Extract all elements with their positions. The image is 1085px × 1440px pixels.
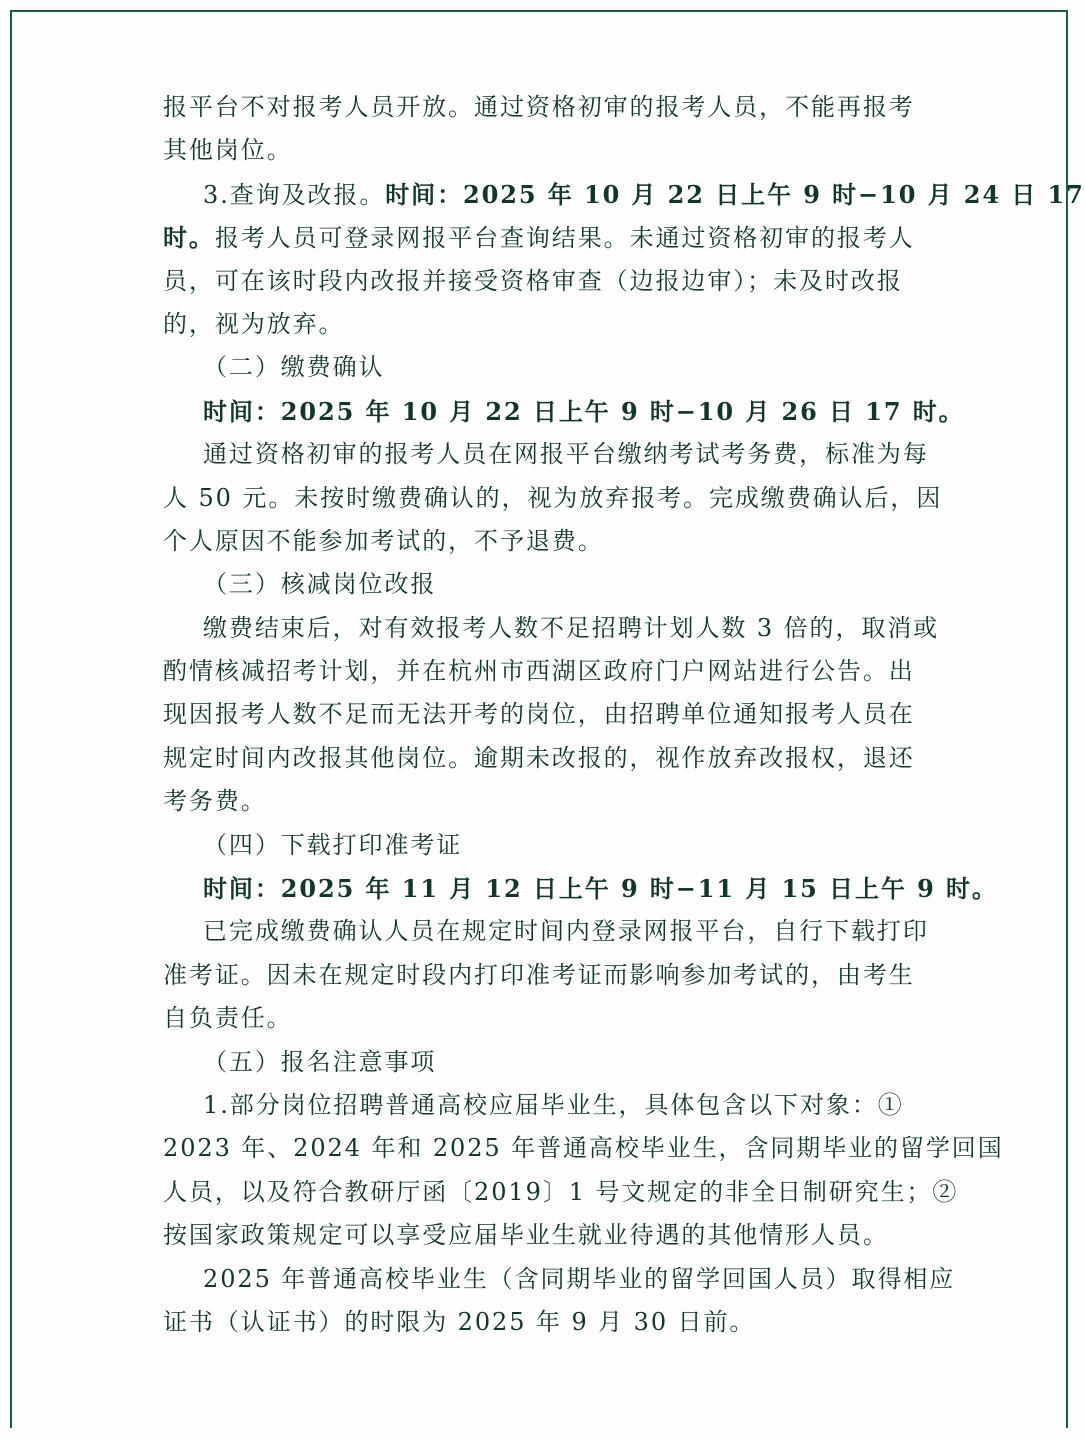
text-line <box>163 173 1085 216</box>
document-body <box>163 86 1085 1344</box>
text-line: 证书（认证书）的时限为 2025 年 9 月 30 日前。 <box>163 1307 756 1336</box>
time-bold: 时间：2025 年 10 月 22 日上午 9 时−10 月 24 日 17 <box>385 179 1085 209</box>
text-line: 已完成缴费确认人员在规定时间内登录网报平台，自行下载打印 <box>203 917 929 946</box>
text-line: 考务费。 <box>163 787 267 816</box>
section-heading: （五）报名注意事项 <box>203 1047 437 1076</box>
text-line: 规定时间内改报其他岗位。逾期未改报的，视作放弃改报权，退还 <box>163 743 915 772</box>
text-line: 自负责任。 <box>163 1004 293 1033</box>
section-heading: （二）缴费确认 <box>203 353 385 382</box>
time-bold-end: 时。 <box>163 223 215 253</box>
time-line: 时间：2025 年 11 月 12 日上午 9 时−11 月 15 日上午 9 时。 <box>203 874 998 904</box>
section-heading: （三）核减岗位改报 <box>203 570 437 599</box>
text-line: 通过资格初审的报考人员在网报平台缴纳考试考务费，标准为每 <box>203 440 929 469</box>
text-line: 其他岗位。 <box>163 136 293 165</box>
text-line: 员，可在该时段内改报并接受资格审查（边报边审）；未及时改报 <box>163 266 903 295</box>
time-line: 时间：2025 年 10 月 22 日上午 9 时−10 月 26 日 17 时。 <box>203 396 965 426</box>
text-line: 准考证。因未在规定时段内打印准考证而影响参加考试的，由考生 <box>163 960 915 989</box>
text-line: 按国家政策规定可以享受应届毕业生就业待遇的其他情形人员。 <box>163 1221 889 1250</box>
text-line <box>163 216 927 259</box>
text-line: 人 50 元。未按时缴费确认的，视为放弃报考。完成缴费确认后，因 <box>163 483 943 512</box>
text-line: 个人原因不能参加考试的，不予退费。 <box>163 526 604 555</box>
text-run: 报考人员可登录网报平台查询结果。未通过资格初审的报考人 <box>214 224 915 253</box>
text-line: 酌情核减招考计划，并在杭州市西湖区政府门户网站进行公告。出 <box>163 657 915 686</box>
text-line: 的，视为放弃。 <box>163 309 345 338</box>
text-line: 缴费结束后，对有效报考人数不足招聘计划人数 3 倍的，取消或 <box>203 613 940 642</box>
text-line: 1.部分岗位招聘普通高校应届毕业生，具体包含以下对象：① <box>203 1090 904 1119</box>
text-line: 2023 年、2024 年和 2025 年普通高校毕业生，含同期毕业的留学回国 <box>163 1134 1004 1163</box>
section-heading: （四）下载打印准考证 <box>203 830 463 859</box>
text-line: 报平台不对报考人员开放。通过资格初审的报考人员，不能再报考 <box>163 93 915 121</box>
text-line: 2025 年普通高校毕业生（含同期毕业的留学回国人员）取得相应 <box>203 1264 956 1293</box>
text-line: 现因报考人数不足而无法开考的岗位，由招聘单位通知报考人员在 <box>163 700 915 729</box>
item-heading: 3.查询及改报。 <box>203 180 386 209</box>
text-line: 人员，以及符合教研厅函〔2019〕1 号文规定的非全日制研究生；② <box>163 1177 959 1206</box>
